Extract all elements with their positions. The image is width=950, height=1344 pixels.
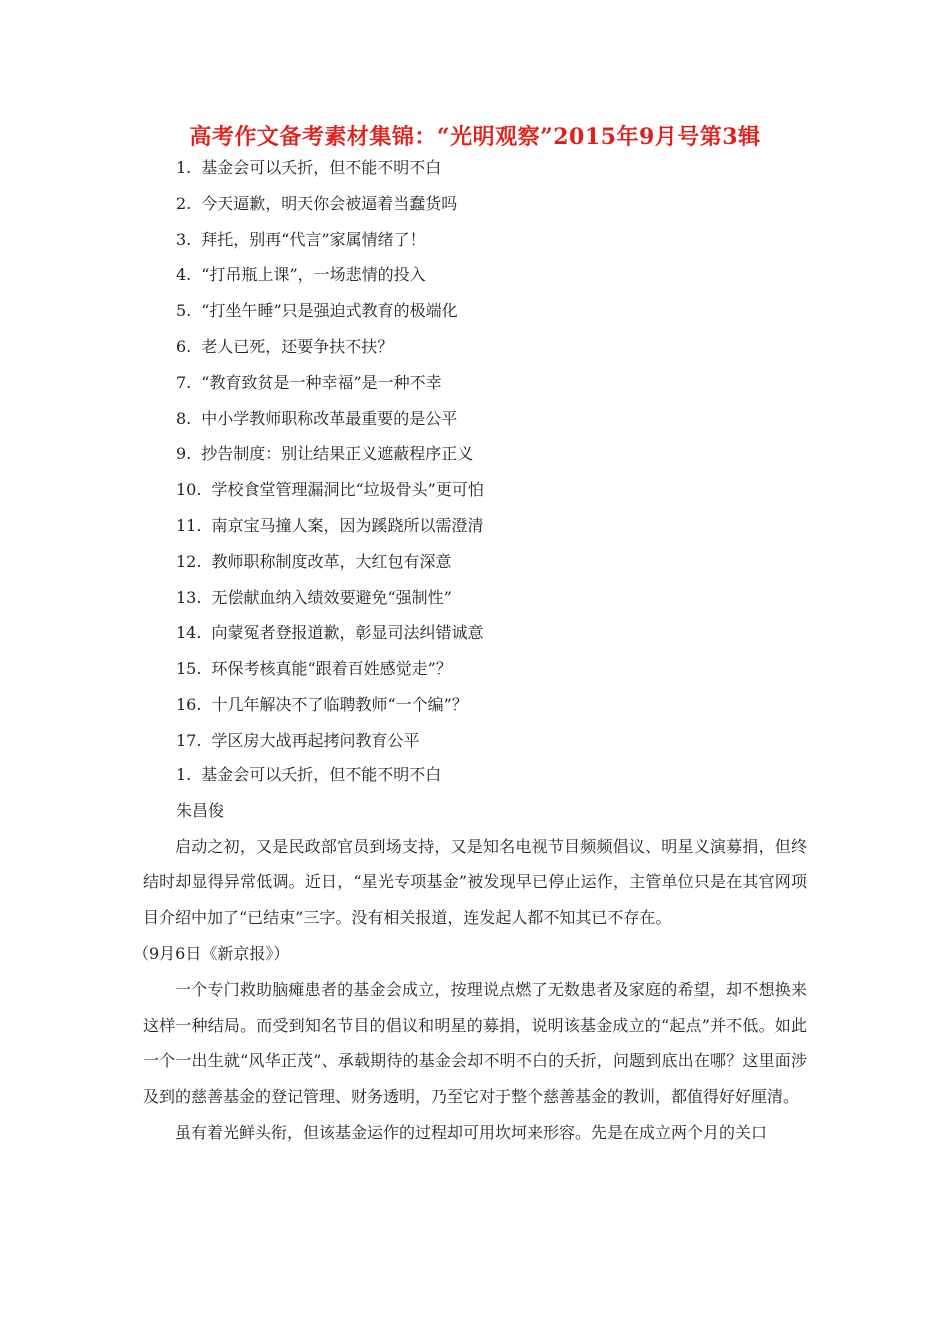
toc-item-number: 8. bbox=[176, 408, 192, 428]
toc-item-text: 学校食堂管理漏洞比“垃圾骨头”更可怕 bbox=[211, 480, 484, 500]
toc-item bbox=[176, 401, 484, 437]
toc-item-text: 今天逼歉，明天你会被逼着当蠢货吗 bbox=[201, 193, 458, 213]
toc-item bbox=[176, 186, 484, 222]
toc-item-number: 3. bbox=[176, 229, 192, 249]
toc-item-text: 拜托，别再“代言”家属情绪了！ bbox=[201, 229, 426, 249]
article-paragraph: 启动之初，又是民政部官员到场支持，又是知名电视节目频频倡议、明星义演募捐，但终结时却显得异常低调。近日，“星光专项基金”被发现早已停止运作，主管单位只是在其官网项目介绍中加了“已结束”三字。没有相关报道，连发起人都不知其已不存在。 bbox=[143, 836, 807, 928]
toc-item bbox=[176, 472, 484, 508]
toc-item-number: 5. bbox=[176, 301, 192, 321]
toc-item-text: “打吊瓶上课”，一场悲情的投入 bbox=[201, 265, 426, 285]
article-author: 朱昌俊 bbox=[176, 800, 225, 820]
toc-item bbox=[176, 329, 484, 365]
toc-item-text: 环保考核真能“跟着百姓感觉走”？ bbox=[211, 659, 452, 679]
toc-item-text: 基金会可以夭折，但不能不明不白 bbox=[201, 158, 442, 177]
toc-item-number: 7. bbox=[176, 372, 192, 392]
toc-item bbox=[176, 615, 484, 651]
toc-item bbox=[176, 651, 484, 687]
toc-item bbox=[176, 222, 484, 258]
toc-item-text: “教育致贫是一种幸福”是一种不幸 bbox=[201, 372, 442, 392]
article-paragraph: 虽有着光鲜头衔，但该基金运作的过程却可用坎坷来形容。先是在成立两个月的关口 bbox=[175, 1122, 768, 1142]
toc-item bbox=[176, 544, 484, 580]
toc-item-number: 10. bbox=[176, 480, 202, 500]
toc-item-number: 6. bbox=[176, 336, 192, 356]
toc-item bbox=[176, 257, 484, 293]
toc-item bbox=[176, 150, 484, 186]
toc-item-number: 2. bbox=[176, 193, 192, 213]
toc-item bbox=[176, 436, 484, 472]
toc-item bbox=[176, 580, 484, 616]
article-source: （9月6日《新京报》） bbox=[133, 943, 290, 963]
toc-item-text: 教师职称制度改革，大红包有深意 bbox=[211, 551, 452, 571]
article-heading bbox=[143, 757, 807, 793]
toc-item-text: 十几年解决不了临聘教师“一个编”？ bbox=[211, 694, 468, 714]
toc-item bbox=[176, 723, 484, 759]
toc-item-number: 11. bbox=[176, 515, 202, 535]
table-of-contents bbox=[176, 150, 484, 759]
toc-item-number: 14. bbox=[176, 623, 202, 643]
toc-item-number: 13. bbox=[176, 587, 202, 607]
toc-item-text: 向蒙冤者登报道歉，彰显司法纠错诚意 bbox=[211, 623, 484, 643]
toc-item-number: 16. bbox=[176, 694, 202, 714]
toc-item-text: 无偿献血纳入绩效要避免“强制性” bbox=[211, 587, 452, 607]
toc-item-text: 中小学教师职称改革最重要的是公平 bbox=[201, 408, 458, 428]
toc-item-text: 学区房大战再起拷问教育公平 bbox=[211, 730, 420, 750]
toc-item bbox=[176, 687, 484, 723]
toc-item bbox=[176, 365, 484, 401]
toc-item-text: 抄告制度：别让结果正义遮蔽程序正义 bbox=[201, 444, 474, 464]
toc-item bbox=[176, 293, 484, 329]
toc-item-number: 1. bbox=[176, 158, 192, 177]
toc-item bbox=[176, 508, 484, 544]
toc-item-text: 南京宝马撞人案，因为蹊跷所以需澄清 bbox=[211, 515, 484, 535]
document-title: 高考作文备考素材集锦：“光明观察”2015年9月号第3辑 bbox=[189, 124, 761, 150]
article-heading-text: 基金会可以夭折，但不能不明不白 bbox=[201, 765, 442, 784]
toc-item-text: “打坐午睡”只是强迫式教育的极端化 bbox=[201, 301, 458, 321]
article-paragraph: 一个专门救助脑瘫患者的基金会成立，按理说点燃了无数患者及家庭的希望，却不想换来这样一种结局。而受到知名节目的倡议和明星的募捐，说明该基金成立的“起点”并不低。如此一个一出生就“风华正茂”、承载期待的基金会却不明不白的夭折，问题到底出在哪？这里面涉及到的慈善基金的登记管理、财务透明，乃至它对于整个慈善基金的教训，都值得好好厘清。 bbox=[143, 979, 807, 1107]
toc-item-number: 17. bbox=[176, 730, 202, 750]
toc-item-number: 12. bbox=[176, 551, 202, 571]
toc-item-text: 老人已死，还要争扶不扶？ bbox=[201, 336, 394, 356]
toc-item-number: 15. bbox=[176, 659, 202, 679]
article-body bbox=[133, 757, 807, 1151]
article-heading-number: 1. bbox=[176, 765, 192, 784]
toc-item-number: 9. bbox=[176, 444, 192, 464]
toc-item-number: 4. bbox=[176, 265, 192, 285]
